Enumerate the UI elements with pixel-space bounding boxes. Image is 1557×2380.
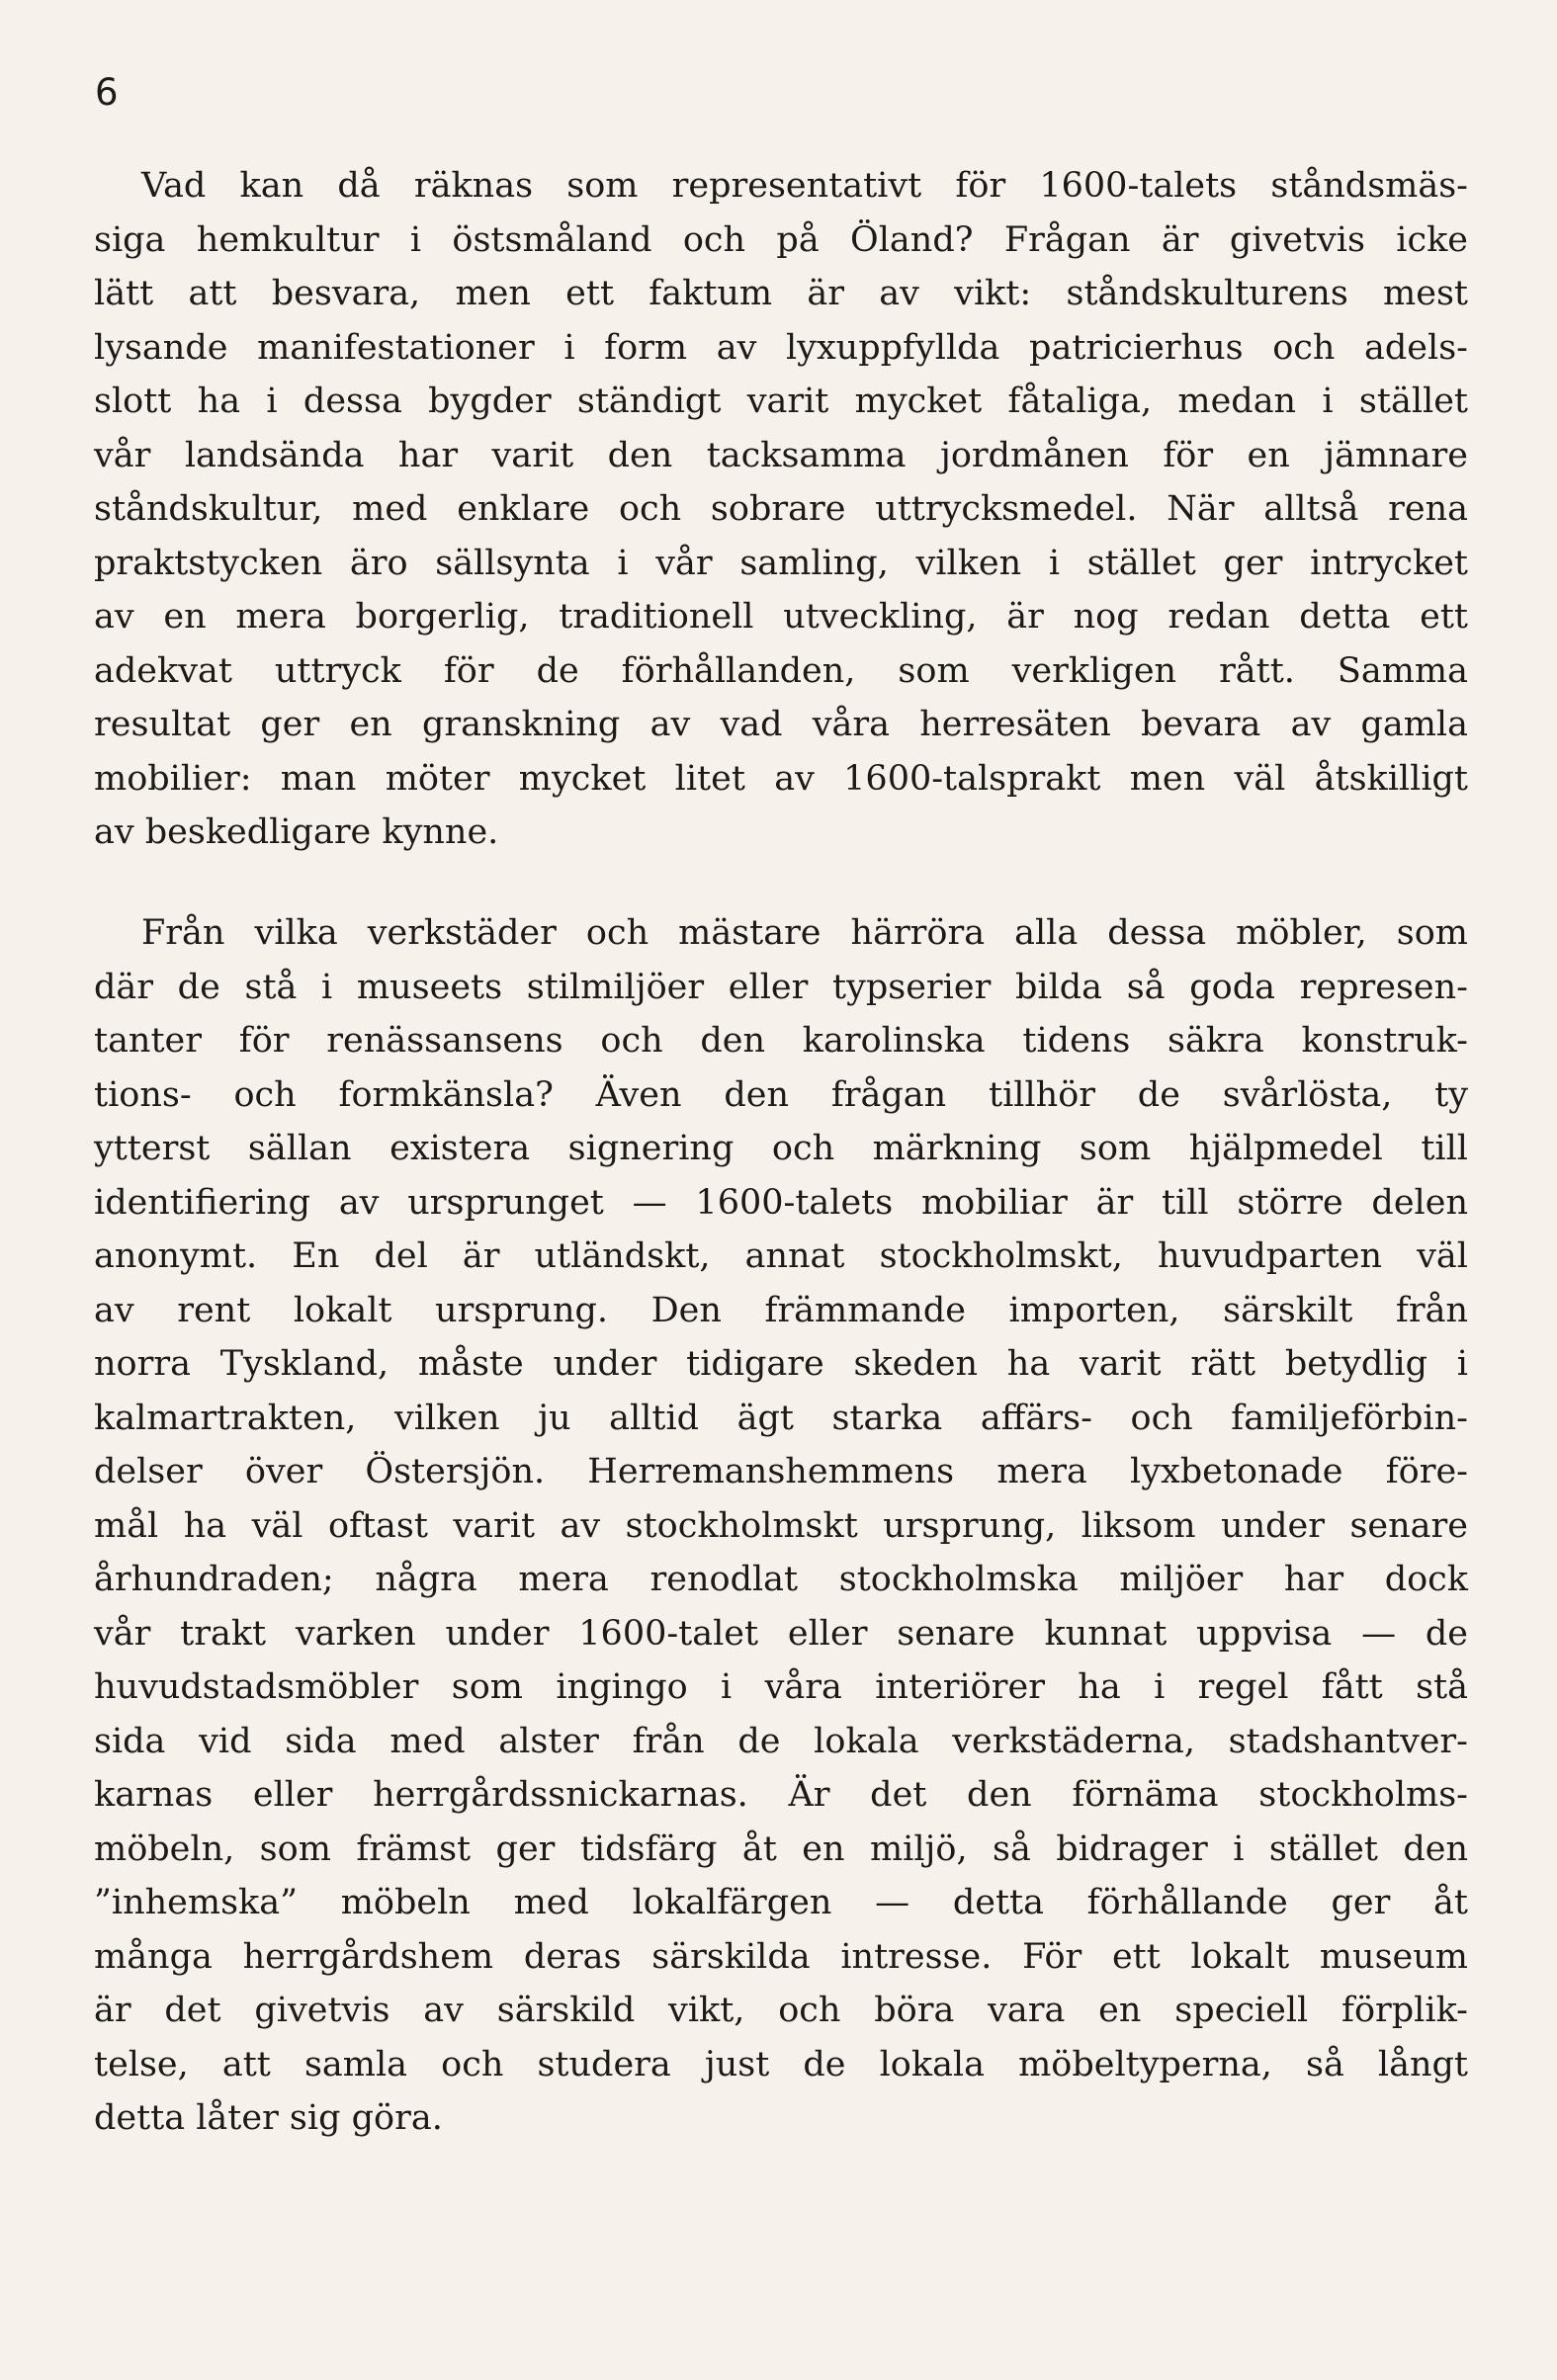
- text-line: Vad kan då räknas som representativt för 1600-talets ståndsmäs-: [141, 166, 1468, 206]
- text-line: identifiering av ursprunget — 1600-talets mobiliar är till större delen: [94, 1182, 1468, 1223]
- text-line: praktstycken äro sällsynta i vår samling, vilken i stället ger intrycket: [94, 543, 1468, 583]
- text-line: mobilier: man möter mycket litet av 1600-talsprakt men väl åtskilligt: [94, 758, 1468, 799]
- text-line: siga hemkultur i östsmåland och på Öland? Frågan är givetvis icke: [94, 219, 1468, 260]
- text-line: norra Tyskland, måste under tidigare skeden ha varit rätt betydlig i: [94, 1344, 1468, 1384]
- text-line: är det givetvis av särskild vikt, och böra vara en speciell förplik-: [94, 1991, 1468, 2030]
- text-line: sida vid sida med alster från de lokala verkstäderna, stadshantver-: [94, 1721, 1468, 1761]
- text-line: av en mera borgerlig, traditionell utveckling, är nog redan detta ett: [94, 597, 1468, 637]
- text-line: århundraden; några mera renodlat stockholmska miljöer har dock: [94, 1560, 1468, 1599]
- text-line: huvudstadsmöbler som ingingo i våra interiörer ha i regel fått stå: [94, 1667, 1468, 1707]
- text-line: lätt att besvara, men ett faktum är av vikt: ståndskulturens mest: [94, 274, 1468, 313]
- text-line: lysande manifestationer i form av lyxuppfyllda patricierhus och adels-: [94, 327, 1468, 368]
- text-line: många herrgårdshem deras särskilda intresse. För ett lokalt museum: [94, 1936, 1468, 1977]
- text-line: delser över Östersjön. Herremanshemmens mera lyxbetonade före-: [94, 1452, 1468, 1491]
- text-line: detta låter sig göra.: [94, 2098, 443, 2138]
- text-line: av beskedligare kynne.: [94, 812, 499, 852]
- text-line: tanter för renässansens och den karolinska tidens säkra konstruk-: [94, 1021, 1468, 1061]
- text-line: resultat ger en granskning av vad våra herresäten bevara av gamla: [94, 705, 1468, 744]
- text-line: tions- och formkänsla? Även den frågan tillhör de svårlösta, ty: [94, 1074, 1468, 1115]
- text-line: telse, att samla och studera just de lokala möbeltyperna, så långt: [94, 2044, 1468, 2084]
- text-line: ståndskultur, med enklare och sobrare uttrycksmedel. När alltså rena: [94, 489, 1468, 529]
- text-line: slott ha i dessa bygder ständigt varit mycket fåtaliga, medan i stället: [94, 382, 1468, 421]
- text-line: mål ha väl oftast varit av stockholmskt ursprung, liksom under senare: [94, 1505, 1468, 1546]
- text-line: möbeln, som främst ger tidsfärg åt en miljö, så bidrager i stället den: [94, 1828, 1468, 1869]
- text-line: vår trakt varken under 1600-talet eller senare kunnat uppvisa — de: [94, 1613, 1468, 1654]
- page-number: 6: [95, 71, 119, 114]
- text-line: ytterst sällan existera signering och märkning som hjälpmedel till: [94, 1129, 1468, 1168]
- text-line: där de stå i museets stilmiljöer eller typserier bilda så goda represen-: [94, 967, 1468, 1007]
- text-line: vår landsända har varit den tacksamma jordmånen för en jämnare: [94, 435, 1468, 475]
- paragraph-1: [94, 159, 1468, 860]
- text-line: adekvat uttryck för de förhållanden, som verkligen rått. Samma: [94, 650, 1468, 691]
- text-line: kalmartrakten, vilken ju alltid ägt starka affärs- och familjeförbin-: [94, 1398, 1468, 1438]
- text-line: karnas eller herrgårdssnickarnas. Är det den förnäma stockholms-: [94, 1775, 1468, 1815]
- text-line: anonymt. En del är utländskt, annat stockholmskt, huvudparten väl: [94, 1236, 1468, 1276]
- text-line: Från vilka verkstäder och mästare härröra alla dessa möbler, som: [141, 913, 1468, 953]
- text-line: av rent lokalt ursprung. Den främmande importen, särskilt från: [94, 1290, 1468, 1330]
- text-line: ”inhemska” möbeln med lokalfärgen — detta förhållande ger åt: [94, 1883, 1468, 1922]
- paragraph-2: [94, 906, 1468, 2146]
